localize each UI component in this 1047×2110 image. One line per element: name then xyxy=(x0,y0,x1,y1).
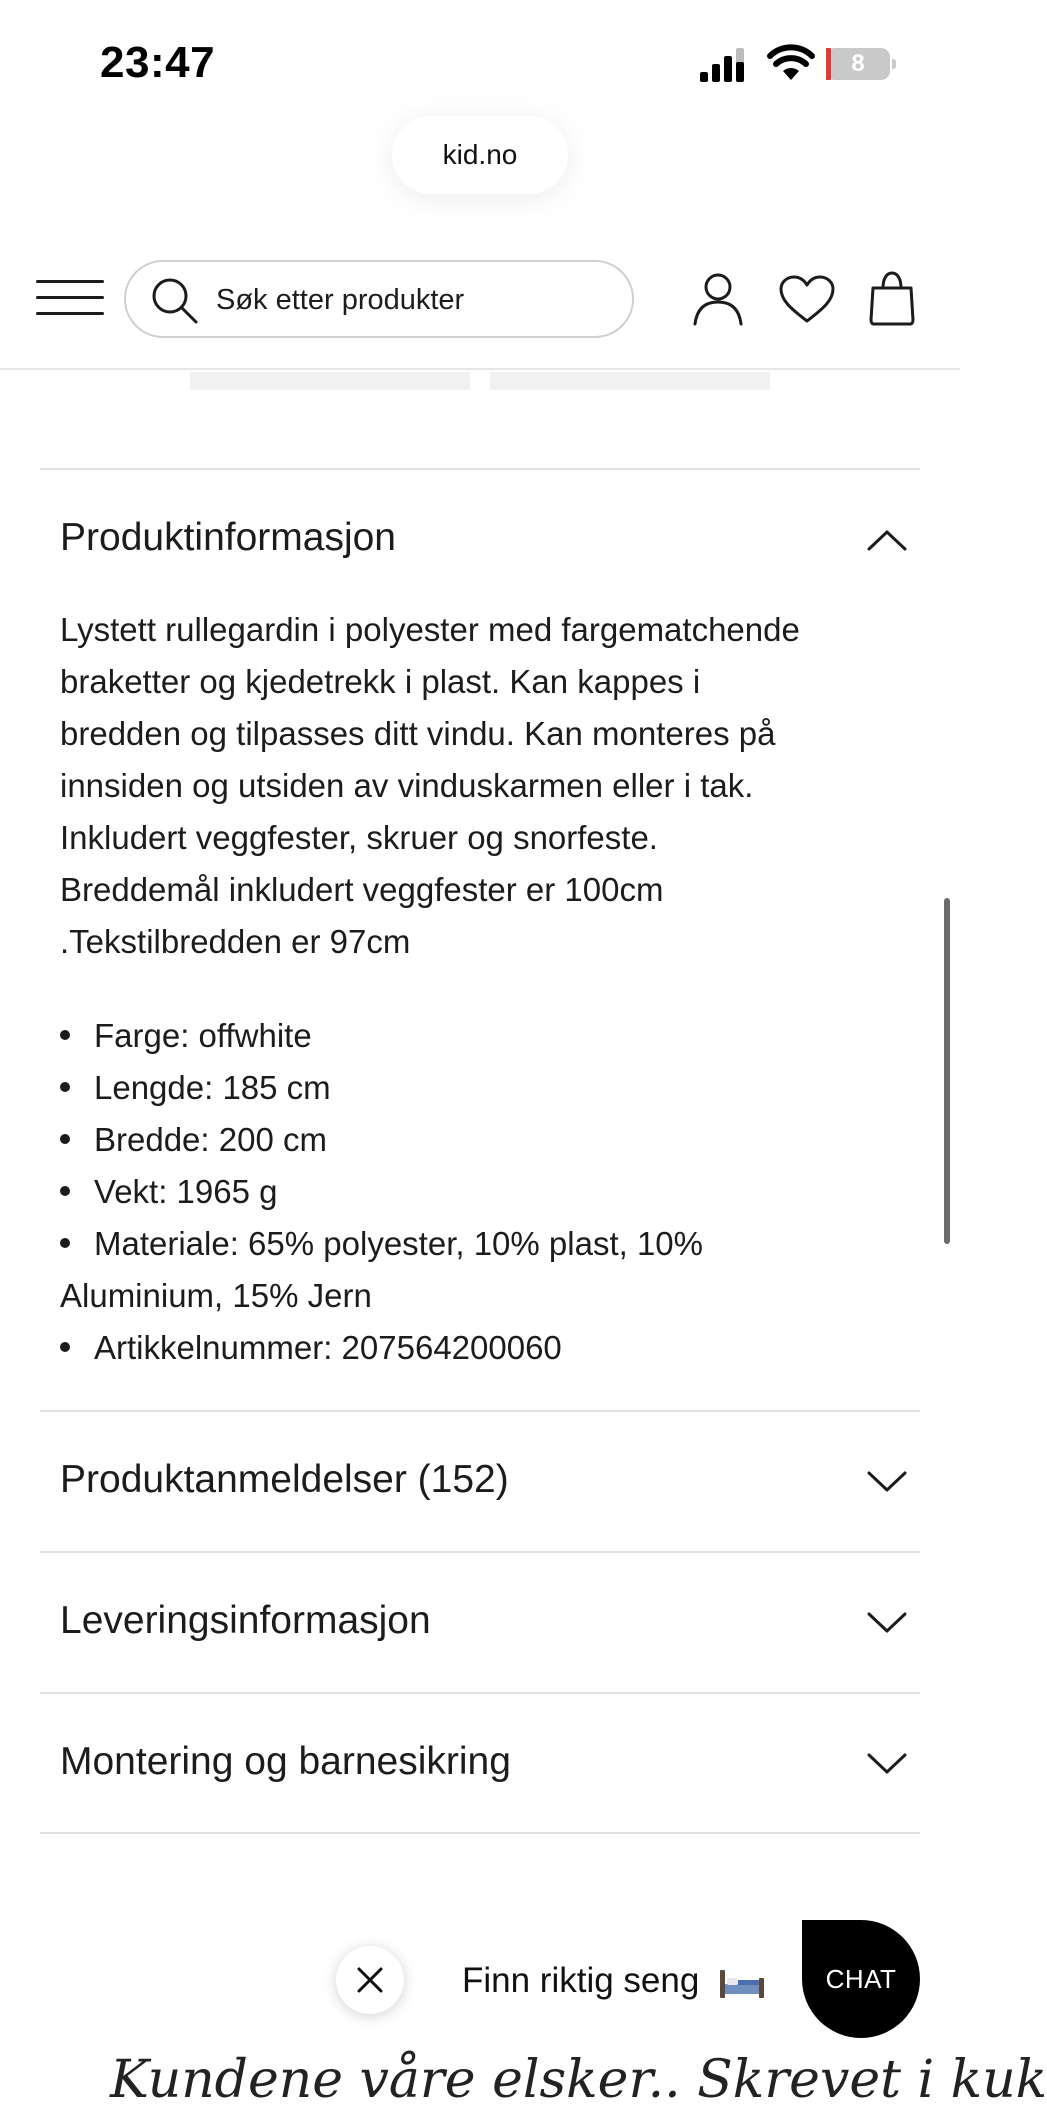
divider xyxy=(40,1832,920,1834)
chevron-down-icon[interactable] xyxy=(866,1752,908,1776)
description-line: Inkludert veggfester, skruer og snorfeste. xyxy=(60,819,658,856)
spec-item-color: Farge: offwhite xyxy=(60,1010,910,1062)
search-input[interactable] xyxy=(124,260,634,338)
divider xyxy=(40,468,920,470)
menu-icon[interactable] xyxy=(36,276,104,320)
scrollbar[interactable] xyxy=(944,898,950,1244)
battery-level: 8 xyxy=(851,50,865,77)
divider xyxy=(40,1551,920,1553)
spec-item-width: Bredde: 200 cm xyxy=(60,1114,910,1166)
user-icon[interactable] xyxy=(692,272,744,326)
search-icon xyxy=(150,276,200,326)
description-line: innsiden og utsiden av vinduskarmen eller i tak. xyxy=(60,767,754,804)
close-icon xyxy=(356,1966,384,1994)
status-time: 23:47 xyxy=(100,38,216,87)
chevron-down-icon[interactable] xyxy=(866,1611,908,1635)
close-popup-button[interactable] xyxy=(336,1946,404,2014)
bag-icon[interactable] xyxy=(868,270,916,326)
search-placeholder: Søk etter produkter xyxy=(216,284,465,316)
description-line: Lystett rullegardin i polyester med fargematchende xyxy=(60,611,800,648)
spec-item-material: Materiale: 65% polyester, 10% plast, 10% xyxy=(60,1218,910,1270)
product-tab-remnant xyxy=(490,372,770,390)
accordion-title-mounting[interactable]: Montering og barnesikring xyxy=(60,1740,511,1783)
cellular-signal-icon xyxy=(700,48,750,82)
chevron-up-icon[interactable] xyxy=(866,528,908,552)
popup-find-bed-link[interactable]: Finn riktig seng xyxy=(462,1961,700,2000)
spec-list xyxy=(60,1010,910,1374)
accordion-title-delivery[interactable]: Leveringsinformasjon xyxy=(60,1599,431,1642)
product-tab-remnant xyxy=(190,372,470,390)
spec-item-length: Lengde: 185 cm xyxy=(60,1062,910,1114)
product-description xyxy=(60,604,910,968)
wifi-icon xyxy=(768,46,814,82)
site-header xyxy=(0,250,960,370)
description-line: Breddemål inkludert veggfester er 100cm xyxy=(60,871,664,908)
section-heading-partial: Kundene våre elsker.. Skrevet i kuk xyxy=(110,2050,1047,2110)
bed-icon xyxy=(718,1966,766,2000)
status-bar xyxy=(0,0,960,110)
url-bar[interactable]: kid.no xyxy=(392,116,568,194)
heart-icon[interactable] xyxy=(778,274,836,324)
description-line: .Tekstilbredden er 97cm xyxy=(60,923,411,960)
spec-item-article-number: Artikkelnummer: 207564200060 xyxy=(60,1322,910,1374)
spec-item-material-cont: Aluminium, 15% Jern xyxy=(60,1277,372,1314)
description-line: bredden og tilpasses ditt vindu. Kan monteres på xyxy=(60,715,776,752)
description-line: braketter og kjedetrekk i plast. Kan kappes i xyxy=(60,663,701,700)
accordion-title-product-info[interactable]: Produktinformasjon xyxy=(60,516,396,559)
spec-item-weight: Vekt: 1965 g xyxy=(60,1166,910,1218)
divider xyxy=(40,1410,920,1412)
chat-button[interactable]: CHAT xyxy=(802,1920,920,2038)
divider xyxy=(40,1692,920,1694)
battery-icon xyxy=(826,48,896,80)
accordion-title-reviews[interactable]: Produktanmeldelser (152) xyxy=(60,1458,509,1501)
chevron-down-icon[interactable] xyxy=(866,1470,908,1494)
